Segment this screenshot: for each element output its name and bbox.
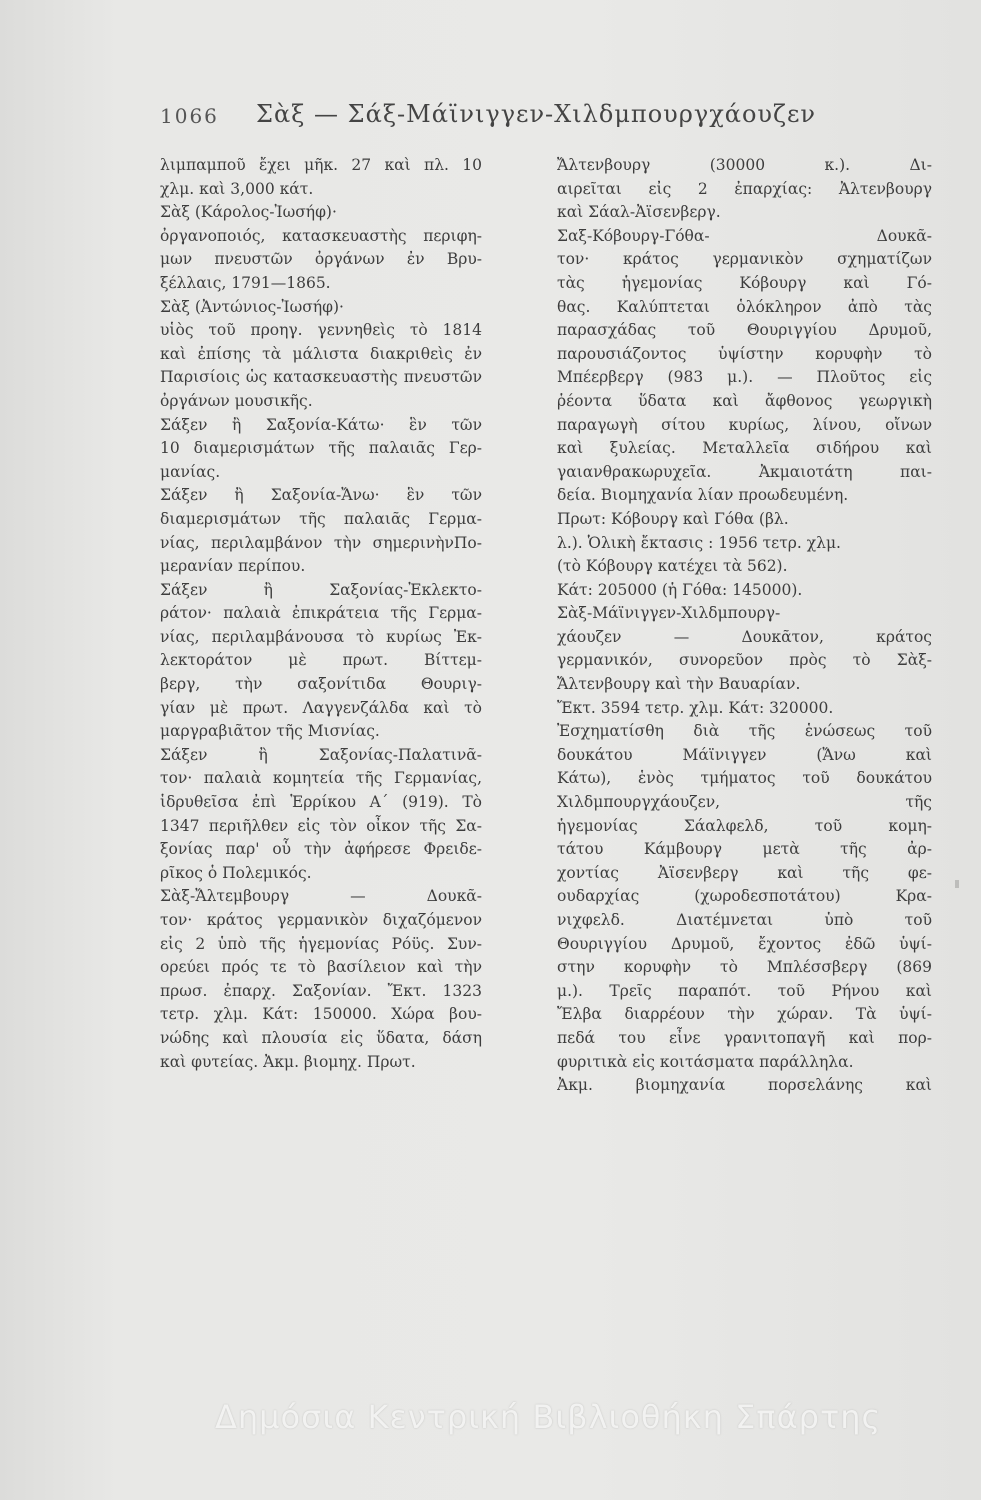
page-number: 1066 bbox=[160, 104, 219, 128]
text-line: Χιλδμπουργχάουζεν, τῆς bbox=[557, 793, 932, 812]
text-line: Ἐσχηματίσθη διὰ τῆς ἑνώσεως τοῦ bbox=[557, 722, 932, 741]
text-line: φυριτικὰ εἰς κοιτάσματα παράλληλα. bbox=[557, 1052, 854, 1071]
scan-speck bbox=[955, 880, 959, 888]
text-line: 1347 περιῆλθεν εἰς τὸν οἶκον τῆς Σα- bbox=[160, 816, 482, 835]
text-line: νιχφελδ. Διατέμνεται ὑπὸ τοῦ bbox=[557, 911, 932, 929]
text-line: Κάτ: 205000 (ἡ Γόθα: 145000). bbox=[557, 580, 803, 599]
text-line: νώδης καὶ πλουσία εἰς ὕδατα, δάση bbox=[160, 1028, 482, 1047]
text-line: ρῖκος ὁ Πολεμικός. bbox=[160, 863, 312, 882]
text-line: ξέλλαις, 1791—1865. bbox=[160, 273, 331, 292]
right-column bbox=[557, 154, 932, 1098]
text-line: Ἀκμ. βιομηχανία πορσελάνης καὶ bbox=[557, 1076, 932, 1095]
text-line: τον· κράτος γερμανικὸν σχηματίζων bbox=[557, 250, 932, 269]
text-line: εἰς 2 ὑπὸ τῆς ἡγεμονίας Ρόϋς. Συν- bbox=[160, 934, 482, 953]
text-line: Θουριγγίου Δρυμοῦ, ἔχοντος ἐδῶ ὑψί- bbox=[557, 934, 932, 953]
text-line: Σάξεν ἢ Σαξονία-Ἄνω· ἓν τῶν bbox=[160, 486, 482, 505]
text-line: λ.). Ὁλικὴ ἔκτασις : 1956 τετρ. χλμ. bbox=[557, 533, 841, 552]
text-line: δουκάτου Μάϊνιγγεν (Ἄνω καὶ bbox=[557, 745, 932, 764]
text-line: παρασχάδας τοῦ Θουριγγίου Δρυμοῦ, bbox=[557, 321, 932, 340]
text-line: δεία. Βιομηχανία λίαν προωδευμένη. bbox=[557, 486, 849, 505]
text-line: ράτον· παλαιὰ ἐπικράτεια τῆς Γερμα- bbox=[160, 604, 482, 623]
text-line: βεργ, τὴν σαξονίτιδα Θουριγ- bbox=[160, 675, 482, 694]
text-line: νίας, περιλαμβάνουσα τὸ κυρίως Ἐκ- bbox=[160, 627, 482, 646]
text-line: Σάξεν ἢ Σαξονίας-Παλατινᾶ- bbox=[160, 745, 482, 764]
text-line: καὶ ξυλείας. Μεταλλεῖα σιδήρου καὶ bbox=[557, 439, 932, 458]
text-line: αιρεῖται εἰς 2 ἐπαρχίας: Ἀλτενβουργ bbox=[557, 179, 932, 198]
text-line: Πρωτ: Κόβουργ καὶ Γόθα (βλ. bbox=[557, 509, 789, 528]
text-line: λεκτοράτον μὲ πρωτ. Βίττεμ- bbox=[160, 651, 482, 670]
text-line: χάουζεν — Δουκᾶτον, κράτος bbox=[557, 627, 932, 646]
text-line: ουδαρχίας (χωροδεσποτάτου) Κρα- bbox=[557, 887, 932, 906]
text-line: ἡγεμονίας Σάαλφελδ, τοῦ κομη- bbox=[557, 816, 932, 835]
text-line: υἱὸς τοῦ προηγ. γεννηθεὶς τὸ 1814 bbox=[160, 321, 482, 340]
text-line: Ἔλβα διαρρέουν τὴν χώραν. Τὰ ὑψί- bbox=[557, 1005, 932, 1024]
text-line: Σάξεν ἢ Σαξονία-Κάτω· ἓν τῶν bbox=[160, 415, 482, 434]
text-line: τὰς ἡγεμονίας Κόβουργ καὶ Γό- bbox=[557, 273, 932, 292]
text-line: καὶ φυτείας. Ἀκμ. βιομηχ. Πρωτ. bbox=[160, 1052, 416, 1071]
text-line: (τὸ Κόβουργ κατέχει τὰ 562). bbox=[557, 557, 788, 576]
text-line: ὀργάνων μουσικῆς. bbox=[160, 391, 313, 410]
text-line: τάτου Κάμβουργ μετὰ τῆς ἀρ- bbox=[557, 840, 932, 859]
text-line: νίας, περιλαμβάνον τὴν σημερινὴνΠο- bbox=[160, 533, 482, 552]
text-line: Ἔκτ. 3594 τετρ. χλμ. Κάτ: 320000. bbox=[557, 698, 834, 717]
text-line: παρουσιάζοντος ὑψίστην κορυφὴν τὸ bbox=[557, 344, 932, 363]
text-line: πρωσ. ἐπαρχ. Σαξονίαν. Ἔκτ. 1323 bbox=[160, 981, 482, 1000]
text-line: μερανίαν περίπου. bbox=[160, 557, 306, 576]
running-head: Σὰξ — Σάξ-Μάϊνιγγεν-Χιλδμπουργχάουζεν bbox=[256, 100, 817, 128]
text-line: τετρ. χλμ. Κάτ: 150000. Χώρα βου- bbox=[160, 1005, 482, 1024]
text-line: Ἄλτενβουργ καὶ τὴν Βαυαρίαν. bbox=[557, 675, 801, 694]
text-line: Σὰξ-Μάϊνιγγεν-Χιλδμπουργ- bbox=[557, 604, 781, 623]
text-line: μαργραβιᾶτον τῆς Μισνίας. bbox=[160, 722, 380, 741]
text-line: Παρισίοις ὡς κατασκευαστὴς πνευστῶν bbox=[160, 368, 482, 387]
text-line: παραγωγὴ σίτου κυρίως, λίνου, οἴνων bbox=[557, 415, 932, 434]
text-line: Κάτω), ἑνὸς τμήματος τοῦ δουκάτου bbox=[557, 769, 932, 788]
text-line: Σὰξ (Ἀντώνιος-Ἰωσήφ)· bbox=[160, 297, 344, 316]
text-line: μ.). Τρεῖς παραπότ. τοῦ Ρήνου καὶ bbox=[557, 981, 932, 1000]
text-line: ορεύει πρός τε τὸ βασίλειον καὶ τὴν bbox=[160, 958, 482, 977]
text-line: πεδά του εἶνε γρανιτοπαγῆ καὶ πορ- bbox=[557, 1028, 932, 1047]
text-line: τον· κράτος γερμανικὸν διχαζόμενον bbox=[160, 911, 482, 929]
text-line: Σάξεν ἢ Σαξονίας-Ἐκλεκτο- bbox=[160, 580, 482, 599]
text-line: χοντίας Ἀϊσενβεργ καὶ τῆς φε- bbox=[557, 863, 932, 882]
text-line: καὶ ἐπίσης τὰ μάλιστα διακριθεὶς ἐν bbox=[160, 344, 482, 363]
text-line: μανίας. bbox=[160, 462, 221, 481]
text-line: θας. Καλύπτεται ὁλόκληρον ἀπὸ τὰς bbox=[557, 297, 932, 316]
text-line: διαμερισμάτων τῆς παλαιᾶς Γερμα- bbox=[160, 509, 482, 528]
library-watermark: Δημόσια Κεντρική Βιβλιοθήκη Σπάρτης bbox=[215, 1398, 882, 1436]
text-line: γερμανικόν, συνορεῦον πρὸς τὸ Σὰξ- bbox=[557, 651, 932, 670]
page-header bbox=[148, 100, 908, 140]
text-line: μων πνευστῶν ὀργάνων ἐν Βρυ- bbox=[160, 250, 482, 269]
text-line: ἱδρυθεῖσα ἐπὶ Ἑρρίκου Α΄ (919). Τὸ bbox=[160, 793, 482, 812]
text-line: ῥέοντα ὕδατα καὶ ἄφθονος γεωργικὴ bbox=[557, 391, 932, 410]
text-line: χλμ. καὶ 3,000 κάτ. bbox=[160, 179, 314, 198]
text-line: Μπέερβεργ (983 μ.). — Πλοῦτος εἰς bbox=[557, 368, 932, 387]
text-line: Σαξ-Κόβουργ-Γόθα- Δουκᾶ- bbox=[557, 226, 932, 245]
text-line: λιμπαμποῦ ἔχει μῆκ. 27 καὶ πλ. 10 bbox=[160, 156, 482, 174]
text-line: Σὰξ-Ἄλτεμβουργ — Δουκᾶ- bbox=[160, 887, 482, 906]
text-line: καὶ Σάαλ-Ἀϊσενβεργ. bbox=[557, 203, 721, 222]
text-line: 10 διαμερισμάτων τῆς παλαιᾶς Γερ- bbox=[160, 439, 482, 458]
text-line: ξονίας παρ' οὗ τὴν ἀφήρεσε Φρειδε- bbox=[160, 840, 482, 859]
text-line: ὀργανοποιός, κατασκευαστὴς περιφη- bbox=[160, 226, 482, 245]
text-line: Σὰξ (Κάρολος-Ἰωσήφ)· bbox=[160, 203, 337, 222]
text-line: Ἄλτενβουργ (30000 κ.). Δι- bbox=[557, 156, 932, 174]
left-column bbox=[160, 154, 482, 1074]
text-line: στην κορυφὴν τὸ Μπλέσσβεργ (869 bbox=[557, 958, 932, 977]
text-line: τον· παλαιὰ κομητεία τῆς Γερμανίας, bbox=[160, 769, 482, 788]
text-line: γίαν μὲ πρωτ. Λαγγενζάλδα καὶ τὸ bbox=[160, 698, 482, 717]
text-line: γαιανθρακωρυχεῖα. Ἀκμαιοτάτη παι- bbox=[557, 462, 932, 481]
